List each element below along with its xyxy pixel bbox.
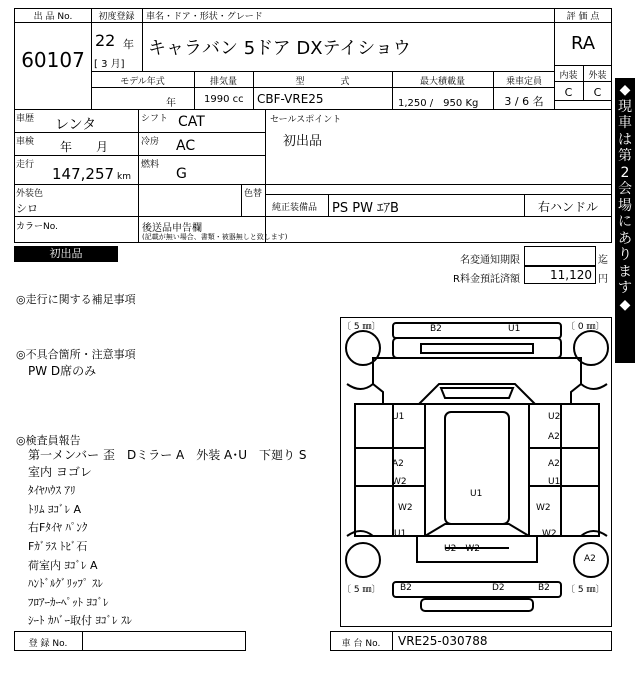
inspector-line: 右Fﾀｲﾔ ﾊﾟﾝｸ [28,521,88,534]
defects-title: ◎不具合箇所・注意事項 [16,348,136,361]
ac: AC [176,138,196,154]
max-load-label: 最大積載量 [419,77,465,87]
damage-front-bumper-right: U1 [508,324,521,334]
car-name-label: 車名・ドア・形状・グレード [146,12,263,22]
inspector-line: 室内 ヨゴレ [28,465,92,479]
side-banner-char: 場 [618,197,632,214]
post-sale-label: 後送品申告欄 [142,223,202,234]
tire-depth-rear-right: 〔 5 ㎜〕 [566,585,605,595]
damage-tire-front-right: A2 [584,554,596,564]
inspector-line: ﾄﾘﾑ ﾖｺﾞﾚ A [28,503,82,516]
name-change-box [524,246,596,266]
damage-left-front-door: U1 [392,412,405,422]
side-banner-char: り [618,247,632,263]
model-year-label: モデル年式 [120,77,165,87]
exterior-grade: C [593,86,602,99]
side-banner-char: ま [618,263,632,280]
side-banner-char: 車 [618,115,632,131]
damage-roof: U1 [470,489,483,499]
side-banner-char: 第 [618,148,632,164]
first-listing-banner: 初出品 [14,246,118,262]
inspection: 年 月 [60,140,109,154]
capacity: 3 / 6 名 [504,95,544,108]
inspector-line: ﾊﾝﾄﾞﾙｸﾞﾘｯﾌﾟ ｽﾚ [28,577,103,590]
sales-point: 初出品 [283,134,323,149]
displacement: 1990 cc [204,94,244,105]
damage-left-slide-2: W2 [392,477,407,487]
first-reg-year: 22 [95,31,116,50]
side-banner-text [615,78,635,313]
inspector-line: ｼｰﾄ ｶﾊﾞｰ取付 ﾖｺﾞﾚ ｽﾚ [28,614,132,627]
year-unit: 年 [123,38,134,51]
side-banner-char: す [618,280,632,296]
inspection-label: 車検 [16,137,35,147]
damage-left-slide-1: A2 [392,459,404,469]
side-banner-char: あ [618,230,632,247]
chassis-no-label: 車 台 No. [341,639,381,649]
post-sale-note: (記載が無い場合、書類・被器無しと致します) [142,233,288,241]
history: レンタ [55,117,97,133]
registration-no-label: 登 録 No. [28,639,68,649]
damage-right-front-door-2: A2 [548,432,560,442]
steering: 右ハンドル [538,200,599,214]
sales-point-label: セールスポイント [270,115,342,125]
exterior-label: 外装 [588,71,607,81]
first-reg-label: 初度登録 [98,12,135,22]
chassis-no: VRE25-030788 [398,634,488,648]
interior-label: 内装 [559,71,578,81]
equipment-label: 純正装備品 [272,203,318,213]
side-banner [615,78,635,363]
inspector-line: Fｶﾞﾗｽ ﾄﾋﾞ石 [28,540,88,553]
side-banner-char: 現 [618,98,632,115]
side-banner-char: ◆ [619,296,631,313]
side-banner-char: 2 [620,164,630,181]
inspector-line: 荷室内 ﾖｺﾞﾚ A [28,559,98,572]
mileage: 147,257 [52,165,115,183]
color-no-label: カラーNo. [16,222,58,232]
type-label: 型 式 [295,77,350,87]
name-change-suffix: 迄 [598,255,608,266]
damage-left-rear-1: W2 [398,503,413,513]
interior-grade: C [564,86,573,99]
model-year-unit: 年 [166,98,176,109]
inspector-title: ◎検査員報告 [16,434,81,447]
damage-rear-bumper-mid: D2 [492,583,505,593]
tire-depth-front-left: 〔 5 ㎜〕 [342,322,381,332]
damage-right-rear-2: W2 [542,529,557,539]
displacement-label: 排気量 [209,77,237,87]
side-banner-char: ◆ [619,82,631,98]
recycle-label: R料金預託済額 [453,274,520,285]
grade-label: 評 価 点 [566,12,600,22]
color-change-label: 色替 [244,189,263,199]
damage-right-slide-1: A2 [548,459,560,469]
type-value: CBF-VRE25 [257,92,324,106]
side-banner-char: 会 [618,181,632,197]
inspector-line: ﾌﾛｱｰｶｰﾍﾟｯﾄ ﾖｺﾞﾚ [28,596,109,609]
damage-right-front-door-1: U2 [548,412,561,422]
mileage-unit: km [117,172,131,182]
equipment: PS PW ｴｱB [332,201,399,216]
mileage-label: 走行 [16,160,35,170]
fuel-label: 燃料 [141,160,160,170]
damage-rear-bumper-left: B2 [400,583,412,593]
fuel: G [176,166,187,182]
inspector-line: 第一メンバー 歪 Dミラー A 外装 A･U 下廻り S [28,448,307,462]
capacity-label: 乗車定員 [505,77,542,87]
damage-back-door: U2 W2 [444,544,480,554]
damage-rear-bumper-right: B2 [538,583,550,593]
exhibit-no: 60107 [21,48,85,72]
side-banner-char: は [618,131,632,148]
inspector-line: ﾀｲﾔﾊｳｽ ｱﾘ [28,484,76,497]
recycle-unit: 円 [598,274,608,285]
driving-notes-title: ◎走行に関する補足事項 [16,293,136,306]
shift-label: シフト [141,114,169,124]
vehicle-diagram [340,317,612,627]
damage-right-slide-2: U1 [548,477,561,487]
grade-value: RA [570,33,596,54]
defect-line: PW D席のみ [28,364,97,378]
tire-depth-front-right: 〔 0 ㎜〕 [566,322,605,332]
exterior-color: シロ [16,202,38,215]
ac-label: 冷房 [141,137,160,147]
name-change-label: 名変通知期限 [460,255,520,266]
exterior-color-label: 外装色 [16,189,44,199]
recycle-amount: 11,120 [550,268,592,282]
damage-front-bumper-left: B2 [430,324,442,334]
damage-right-rear-1: W2 [536,503,551,513]
exhibit-no-label: 出 品 No. [33,12,73,22]
damage-left-rear-2: U1 [394,529,407,539]
car-name: キャラバン 5ドア DXテイショウ [148,38,411,59]
max-load: 1,250 / 950 Kg [398,98,479,109]
tire-depth-rear-left: 〔 5 ㎜〕 [342,585,381,595]
history-label: 車歴 [16,114,35,124]
side-banner-char: に [618,214,632,230]
shift: CAT [178,114,205,130]
first-reg-month: [ 3 月] [94,59,125,70]
